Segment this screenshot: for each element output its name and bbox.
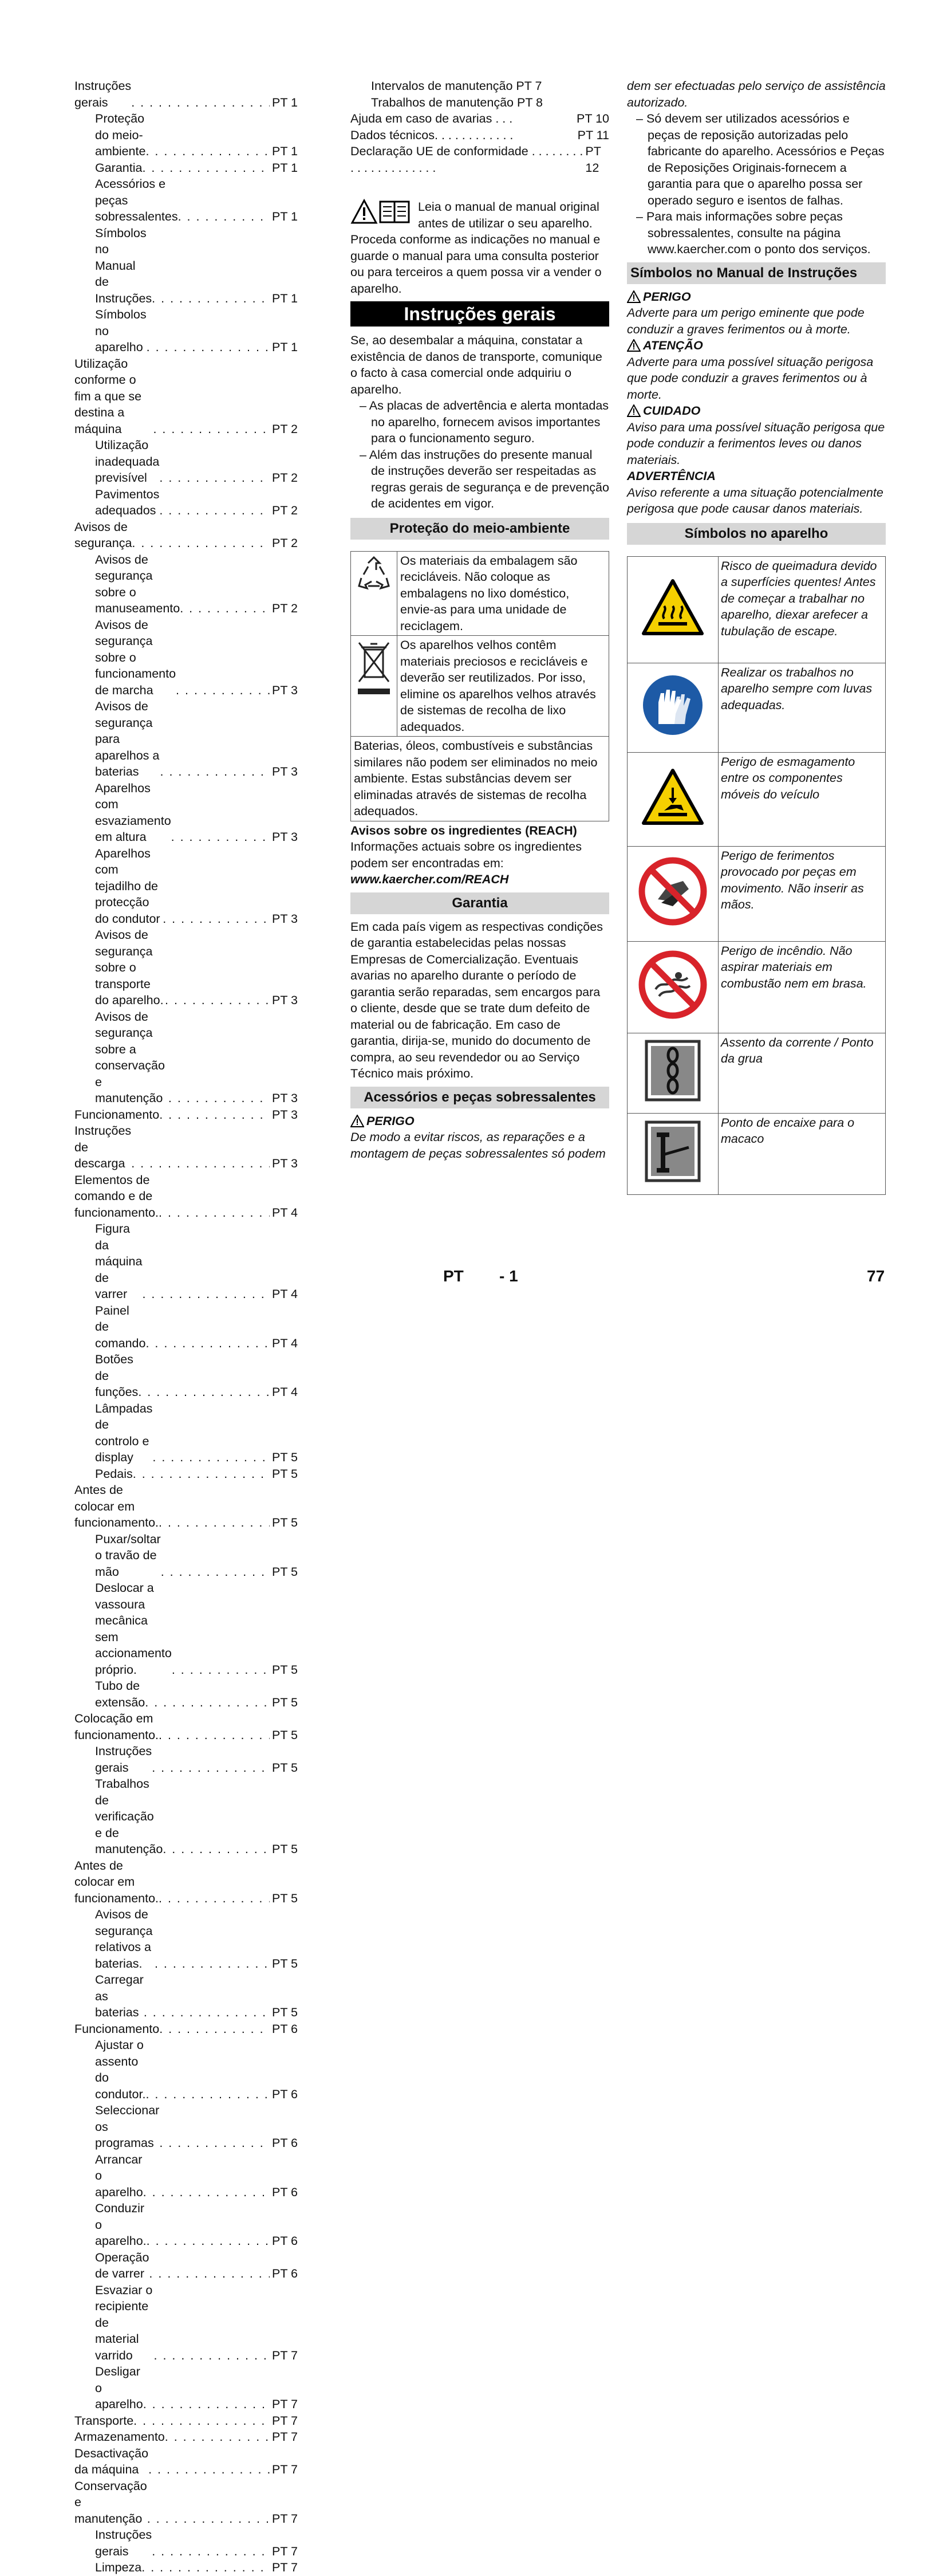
toc-column-1 [74, 78, 298, 2576]
gloves-icon [641, 674, 704, 737]
manual-symbol-label: ATENÇÃO [627, 337, 886, 354]
toc-entry[interactable] [74, 2037, 298, 2102]
toc-entry[interactable] [74, 2413, 298, 2429]
toc-entry[interactable] [74, 2021, 298, 2038]
general-text: Se, ao desembalar a máquina, constatar a existência de danos de transporte, comunique o facto à casa comercial onde adquiriu o aparelho. [350, 333, 602, 396]
toc-entry[interactable] [74, 1401, 298, 1466]
toc-entry-page: PT 3 [271, 1107, 298, 1122]
device-symbol-text: Realizar os trabalhos no aparelho sempre com luvas adequadas. [719, 663, 886, 752]
toc-entry[interactable] [74, 552, 298, 617]
toc-entry-title: Trabalhos de manutenção PT 8 [371, 95, 543, 109]
environment-batteries-text: Baterias, óleos, combustíveis e substâncias similares não podem ser eliminados no meio ambiente. Estas substâncias devem ser eliminadas através de sistemas de recolha adequados. [351, 737, 609, 821]
toc-entry-title: Lâmpadas de controlo e display [95, 1401, 153, 1464]
section-title-manual-symbols: Símbolos no Manual de Instruções [627, 262, 886, 284]
toc-entry-page: PT 6 [271, 2267, 298, 2280]
toc-entry[interactable] [350, 95, 609, 111]
toc-entry-page: PT 7 [271, 2511, 298, 2526]
toc-entry[interactable] [74, 2200, 298, 2249]
manual-symbol-text: Aviso para uma possível situação perigosa que pode conduzir a ferimentos leves ou danos materiais. [627, 420, 885, 467]
toc-entry[interactable] [74, 519, 298, 552]
toc-entry-title: Avisos de segurança sobre o transporte do aparelho. [95, 928, 164, 1007]
toc-entry-title: Pavimentos adequados [95, 487, 160, 517]
toc-entry-title: Acessórios e peças sobressalentes [95, 177, 178, 223]
toc-entry-page: PT 5 [271, 2005, 298, 2019]
manual-symbol-label: ADVERTÊNCIA [627, 469, 716, 483]
toc-entry-title: Colocação em funcionamento. [74, 1712, 159, 1742]
toc-entry-title: Elementos de comando e de funcionamento. [74, 1173, 159, 1220]
toc-entry-page: PT 5 [271, 1728, 298, 1742]
device-symbol-text: Risco de queimadura devido a superfícies quentes! Antes de começar a trabalhar no aparelho, diexar arefecer a tubulação de escape. [719, 556, 886, 663]
toc-entry-page: PT 7 [271, 2463, 298, 2476]
toc-entry-page: PT 6 [271, 2136, 298, 2150]
recycle-icon [356, 555, 392, 592]
toc-entry-page: PT 7 [271, 2561, 298, 2574]
toc-entry-page: PT 7 [271, 2413, 298, 2428]
toc-entry-title: Dados técnicos. . . . . . . . . . . . [350, 128, 514, 142]
toc-entry[interactable] [74, 111, 298, 160]
toc-entry-page: PT 10 [577, 112, 609, 125]
toc-entry[interactable] [74, 780, 298, 845]
toc-entry-page: PT 5 [271, 1466, 298, 1481]
toc-entry-page: PT 3 [271, 911, 298, 926]
toc-entry-title: Avisos de segurança sobre o manuseamento [95, 552, 180, 615]
toc-entry-title: Antes de colocar em funcionamento. [74, 1858, 159, 1905]
toc-entry-page: PT 5 [271, 1516, 298, 1529]
toc-entry-page: PT 3 [271, 993, 298, 1007]
toc-entry-page: PT 5 [271, 1842, 298, 1856]
reach-text: Informações actuais sobre os ingredientes podem ser encontradas em: [350, 840, 582, 870]
toc-entry-page: PT 3 [271, 765, 298, 778]
toc-entry[interactable] [74, 2559, 298, 2576]
toc-entry[interactable] [74, 176, 298, 225]
toc-entry-title: Aparelhos com tejadilho de protecção do condutor [95, 846, 160, 926]
toc-entry[interactable] [74, 160, 298, 176]
toc-entry[interactable] [74, 78, 298, 111]
toc-entry-page: PT 6 [271, 2185, 298, 2199]
toc-entry-page: PT 11 [577, 128, 609, 142]
section-title-warranty: Garantia [350, 892, 609, 914]
manual-symbol-text: Adverte para um perigo eminente que pode conduzir a graves ferimentos ou à morte. [627, 306, 865, 336]
reach-link[interactable]: www.kaercher.com/REACH [350, 872, 509, 886]
toc-entry[interactable] [74, 2445, 298, 2478]
device-symbol-row [628, 1033, 886, 1113]
toc-entry[interactable] [350, 78, 609, 95]
toc-entry-page: PT 2 [271, 422, 298, 436]
toc-entry[interactable] [74, 1221, 298, 1303]
toc-entry-title: Instruções de descarga [74, 1124, 132, 1170]
toc-entry[interactable] [74, 1466, 298, 1482]
toc-entry-page: PT 4 [271, 1385, 298, 1399]
toc-entry[interactable] [74, 1906, 298, 1972]
toc-entry-title: Avisos de segurança sobre a conservação e manutenção [95, 1009, 165, 1105]
device-symbol-row [628, 941, 886, 1033]
toc-entry-title: Deslocar a vassoura mecânica sem accionamento próprio. [95, 1581, 172, 1677]
device-symbol-row [628, 556, 886, 663]
toc-entry-page: PT 3 [271, 830, 298, 844]
toc-entry-title: Seleccionar os programas [95, 2103, 160, 2150]
toc-entry-title: Avisos de segurança para aparelhos a baterias [95, 699, 160, 778]
toc-entry-page: PT 5 [271, 1891, 298, 1905]
toc-entry[interactable] [74, 1678, 298, 1710]
toc-entry[interactable] [350, 127, 609, 144]
toc-entry[interactable] [74, 698, 298, 780]
toc-entry[interactable] [74, 1009, 298, 1107]
device-symbol-row [628, 846, 886, 941]
toc-entry-title: Ajustar o assento do condutor. [95, 2038, 146, 2101]
toc-entry[interactable] [350, 111, 609, 127]
toc-entry-title: Esvaziar o recipiente de material varrido [95, 2283, 153, 2362]
toc-entry-page: PT 3 [271, 683, 298, 697]
toc-entry[interactable] [74, 2152, 298, 2201]
footer-page-ref: - 1 [499, 1267, 518, 1285]
toc-entry-title: Declaração UE de conformidade . . . . . . . . . . . . . . . . . . . . . [350, 144, 583, 175]
toc-entry[interactable] [74, 1710, 298, 1743]
manual-symbols-list [627, 289, 886, 517]
toc-entry[interactable] [74, 437, 298, 486]
toc-entry-page: PT 1 [271, 291, 298, 305]
toc-entry-page: PT 7 [271, 2544, 298, 2558]
toc-entry-page: PT 7 [271, 2430, 298, 2444]
toc-entry[interactable] [74, 1303, 298, 1352]
toc-entry-page: PT 1 [271, 340, 298, 354]
no-burning-material-icon [638, 950, 707, 1019]
environment-row [351, 551, 609, 636]
environment-waste-text: Os aparelhos velhos contêm materiais preciosos e recicláveis e deverão ser reutilizados. Por isso, elimine os aparelhos velhos através de sistemas de recolha de lixo adequados. [397, 636, 609, 737]
toc-entry-title: Botões de funções [95, 1352, 139, 1399]
toc-entry[interactable] [74, 2282, 298, 2364]
intro-block [350, 199, 609, 297]
toc-entry[interactable] [74, 1531, 298, 1580]
toc-entry-title: Desligar o aparelho [95, 2365, 143, 2411]
hot-surface-icon [641, 579, 704, 636]
warning-triangle-icon [627, 290, 641, 303]
toc-entry[interactable] [74, 1858, 298, 1907]
device-symbol-text: Assento da corrente / Ponto da grua [719, 1033, 886, 1113]
section-title-general: Instruções gerais [350, 301, 609, 327]
toc-entry-title: Conduzir o aparelho. [95, 2201, 147, 2248]
accessories-danger-text: De modo a evitar riscos, as reparações e a montagem de peças sobressalentes só podem [350, 1130, 606, 1161]
toc-entry-page: PT 2 [271, 536, 298, 550]
warning-triangle-icon [627, 339, 641, 352]
warning-book-icon [350, 199, 413, 225]
warning-triangle-icon [627, 404, 641, 417]
toc-entry-title: Proteção do meio-ambiente [95, 112, 146, 158]
toc-entry-title: Figura da máquina de varrer [95, 1222, 143, 1301]
toc-entry-page: PT 5 [271, 1956, 298, 1971]
manual-symbol-text: Adverte para uma possível situação perigosa que pode conduzir a graves ferimentos ou à morte. [627, 355, 874, 402]
toc-entry-page: PT 3 [271, 1157, 298, 1170]
warning-triangle-icon [350, 1115, 364, 1127]
toc-entry[interactable] [74, 1743, 298, 1776]
toc-entry[interactable] [74, 845, 298, 927]
toc-entry-page: PT 2 [271, 504, 298, 517]
toc-entry-title: Utilização inadequada previsível [95, 438, 160, 485]
toc-entry-title: Tubo de extensão [95, 1679, 145, 1709]
toc-entry[interactable] [74, 1776, 298, 1858]
reach-title: Avisos sobre os ingredientes (REACH) [350, 823, 577, 837]
toc-entry[interactable] [74, 1351, 298, 1401]
toc-entry-page: PT 7 [271, 2397, 298, 2411]
toc-entry-title: Desactivação da máquina [74, 2446, 149, 2476]
toc-entry-title: Avisos de segurança sobre o funcionamento de marcha [95, 618, 176, 697]
toc-entry-title: Funcionamento [74, 1107, 160, 1122]
toc-entry[interactable] [74, 1123, 298, 1172]
toc-entry-page: PT 1 [271, 95, 298, 109]
toc-entry-title: Ajuda em caso de avarias . . . [350, 112, 513, 125]
toc-entry[interactable] [74, 356, 298, 438]
intro-text: Leia o manual de manual original antes de utilizar o seu aparelho. Proceda conforme as indicações no manual e guarde o manual para uma consulta posterior ou para terceiros a quem possa vir a vender o aparelho. [350, 200, 602, 296]
toc-entry[interactable] [74, 617, 298, 699]
toc-entry[interactable] [74, 2249, 298, 2282]
toc-entry-title: Arrancar o aparelho [95, 2152, 143, 2199]
toc-entry-title: Operação de varrer [95, 2250, 149, 2280]
toc-entry-title: Instruções gerais [95, 1744, 152, 1775]
accessories-bullet-1: – Só devem ser utilizados acessórios e peças de reposição autorizadas pelo fabricante do aparelho. Acessórios e Peças de Reposições Originais-fornecem a garantia para que o aparelho possa ser operado seguro e isentos de falhas. [636, 112, 885, 207]
toc-entry[interactable] [74, 1172, 298, 1221]
toc-entry[interactable] [74, 1580, 298, 1678]
toc-entry-title: Avisos de segurança relativos a baterias. [95, 1908, 153, 1971]
toc-entry-title: Trabalhos de verificação e de manutenção [95, 1777, 163, 1856]
toc-entry-title: Conservação e manutenção [74, 2479, 147, 2526]
environment-row [351, 636, 609, 737]
section-title-environment: Proteção do meio-ambiente [350, 518, 609, 540]
accessories-danger-text-cont: dem ser efectuadas pelo serviço de assistência autorizado. [627, 79, 886, 109]
toc-entry[interactable] [74, 2363, 298, 2413]
toc-entry-title: Garantia [95, 160, 143, 175]
device-symbol-row [628, 1113, 886, 1194]
device-symbol-text: Perigo de esmagamento entre os componentes móveis do veículo [719, 752, 886, 846]
footer-page-number: 77 [867, 1267, 885, 1285]
toc-entry-title: Intervalos de manutenção PT 7 [371, 79, 542, 93]
content-column-3 [627, 78, 886, 1195]
toc-entry-title: Transporte [74, 2413, 134, 2428]
toc-entry-title: Utilização conforme o fim a que se destina a máquina [74, 356, 142, 436]
toc-entry-page: PT 3 [271, 1091, 298, 1105]
toc-entry-title: Instruções gerais [95, 2528, 152, 2558]
toc-entry-page: PT 5 [271, 1564, 298, 1579]
toc-entry-page: PT 1 [271, 160, 298, 175]
crossed-bin-icon [356, 639, 392, 699]
toc-entry-title: Limpeza [95, 2561, 142, 2574]
toc-entry-page: PT 5 [271, 1760, 298, 1775]
jack-point-icon [644, 1120, 701, 1183]
device-symbol-text: Perigo de incêndio. Não aspirar materiais em combustão nem em brasa. [719, 941, 886, 1033]
toc-entry[interactable] [74, 2527, 298, 2559]
device-symbol-text: Ponto de encaixe para o macaco [719, 1113, 886, 1194]
toc-entry-title: Aparelhos com esvaziamento em altura [95, 781, 171, 844]
toc-entry[interactable] [74, 1107, 298, 1123]
chain-crane-point-icon [644, 1039, 701, 1102]
toc-entry-page: PT 5 [271, 1695, 298, 1709]
toc-entry-page: PT 4 [271, 1205, 298, 1220]
toc-entry-page: PT 4 [271, 1336, 298, 1350]
toc-entry[interactable] [74, 1482, 298, 1531]
toc-entry[interactable] [74, 927, 298, 1009]
toc-entry-page: PT 4 [271, 1287, 298, 1301]
no-hands-icon [638, 857, 707, 926]
device-symbols-table [627, 556, 886, 1195]
footer-language: PT [443, 1267, 464, 1285]
accessories-danger-label: PERIGO [350, 1113, 609, 1130]
warranty-text: Em cada país vigem as respectivas condições de garantia estabelecidas pelas nossas Empresas de Comercialização. Eventuais avarias no aparelho durante o período de garantia serão reparadas, sem encargos para o cliente, desde que se trate dum defeito de material ou de fabricação. Em caso de garantia, dirija-se, munido do documento de compra, ao seu revendedor ou ao Serviço Técnico mais próximo. [350, 919, 603, 1080]
toc-entry-title: Carregar as baterias [95, 1973, 144, 2019]
toc-entry-title: Instruções gerais [74, 79, 132, 109]
manual-symbol-label: CUIDADO [627, 403, 886, 419]
toc-entry-page: PT 6 [271, 2087, 298, 2101]
toc-entry-title: Funcionamento [74, 2022, 160, 2036]
general-bullet-1: – As placas de advertência e alerta montadas no aparelho, fornecem avisos importantes para o funcionamento seguro. [360, 399, 609, 445]
toc-entry[interactable] [74, 225, 298, 307]
toc-entry-page: PT 1 [271, 210, 298, 223]
toc-entry-page: PT 7 [271, 2348, 298, 2362]
accessories-bullet-2: – Para mais informações sobre peças sobressalentes, consulte na página www.kaercher.com o ponto dos serviços. [636, 210, 871, 256]
device-symbol-row [628, 663, 886, 752]
toc-entry[interactable] [350, 143, 609, 176]
toc-entry-page: PT 2 [271, 601, 298, 615]
manual-symbol-text: Aviso referente a uma situação potencialmente perigosa que pode causar danos materiais. [627, 485, 883, 516]
toc-entry-title: Puxar/soltar o travão de mão [95, 1532, 161, 1579]
toc-entry-title: Painel de comando [95, 1303, 146, 1350]
toc-entry[interactable] [74, 2429, 298, 2445]
environment-row [351, 737, 609, 821]
toc-column-2 [350, 78, 609, 176]
section-title-device-symbols: Símbolos no aparelho [627, 523, 886, 545]
toc-entry[interactable] [74, 2102, 298, 2152]
toc-entry-page: PT 5 [271, 1662, 298, 1677]
toc-entry-title: Pedais [95, 1466, 133, 1481]
toc-entry-page: PT 1 [271, 144, 298, 158]
content-column-2 [350, 78, 609, 1162]
toc-entry-page: PT 12 [585, 144, 601, 175]
toc-entry-page: PT 2 [271, 471, 298, 485]
toc-entry-title: Avisos de segurança [74, 520, 132, 550]
crush-hazard-icon [641, 768, 704, 825]
toc-entry-page: PT 6 [271, 2234, 298, 2248]
toc-entry-title: Antes de colocar em funcionamento. [74, 1483, 159, 1529]
device-symbol-row [628, 752, 886, 846]
general-bullet-2: – Além das instruções do presente manual de instruções deverão ser respeitadas as regras gerais de segurança e de prevenção de acidentes em vigor. [360, 447, 609, 510]
environment-table [350, 551, 609, 821]
toc-entry-page: PT 6 [271, 2022, 298, 2036]
toc-entry-title: Símbolos no aparelho [95, 308, 147, 354]
manual-symbol-label: PERIGO [627, 289, 886, 305]
toc-entry[interactable] [74, 306, 298, 356]
section-title-accessories: Acessórios e peças sobressalentes [350, 1087, 609, 1108]
toc-entry[interactable] [74, 486, 298, 519]
toc-entry-title: Símbolos no Manual de Instruções [95, 226, 152, 305]
toc-entry[interactable] [74, 1972, 298, 2021]
toc-entry[interactable] [74, 2478, 298, 2527]
toc-entry-title: Armazenamento [74, 2430, 165, 2444]
toc-entry-page: PT 5 [271, 1450, 298, 1464]
environment-recycle-text: Os materiais da embalagem são recicláveis. Não coloque as embalagens no lixo doméstico, envie-as para uma unidade de reciclagem. [397, 551, 609, 636]
device-symbol-text: Perigo de ferimentos provocado por peças em movimento. Não inserir as mãos. [719, 846, 886, 941]
